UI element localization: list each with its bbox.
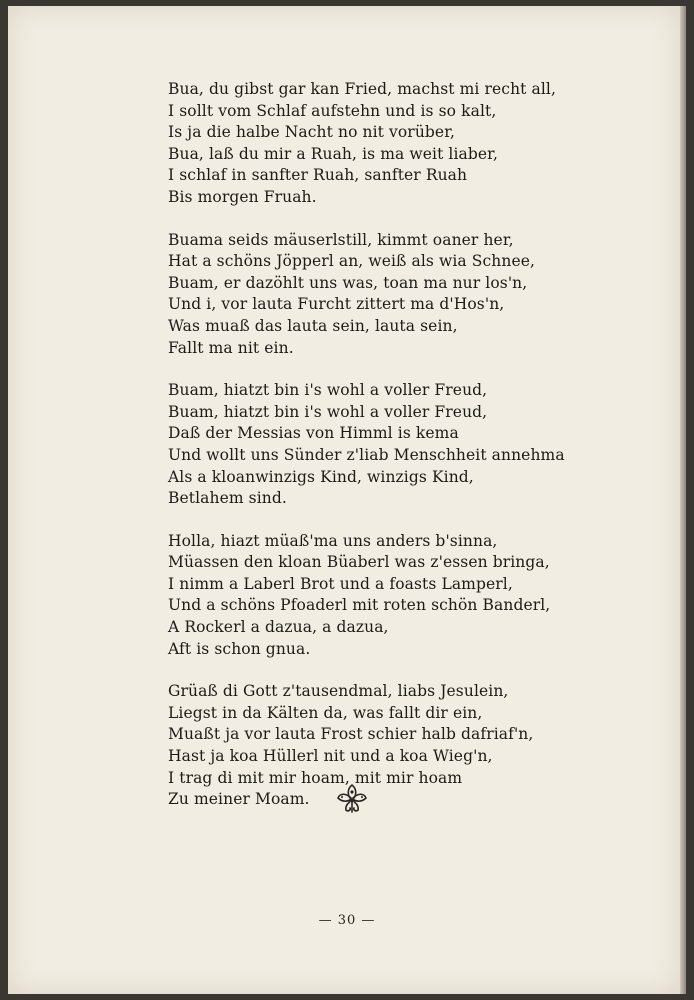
poem [168,79,568,832]
poem-line: Buam, hiatzt bin i's wohl a voller Freud, [168,381,488,400]
poem-line: Aft is schon gnua. [168,639,311,658]
stanza-4 [168,531,568,661]
poem-line: Und wollt uns Sünder z'liab Menschheit annehma [168,445,565,464]
poem-line: Liegst in da Kälten da, was fallt dir ein, [168,703,483,722]
poem-line: I trag di mit mir hoam, mit mir hoam [168,768,463,787]
poem-line: Buam, er dazöhlt uns was, toan ma nur los'n, [168,273,528,292]
poem-line: Is ja die halbe Nacht no nit vorüber, [168,123,456,142]
poem-line: Hat a schöns Jöpperl an, weiß als wia Schnee, [168,252,536,271]
page-number: — 30 — [318,913,376,928]
stanza-5 [168,681,568,811]
poem-line: Muaßt ja vor lauta Frost schier halb dafriaf'n, [168,725,534,744]
poem-line: Buama seids mäuserlstill, kimmt oaner her, [168,230,514,249]
poem-line: Daß der Messias von Himml is kema [168,424,459,443]
poem-line: Müassen den kloan Büaberl was z'essen bringa, [168,553,550,572]
poem-line: Grüaß di Gott z'tausendmal, liabs Jesulein, [168,682,509,701]
poem-line: Bua, du gibst gar kan Fried, machst mi recht all, [168,80,557,98]
stanza-1 [168,79,568,209]
stanza-2 [168,230,568,360]
poem-line: Fallt ma nit ein. [168,338,294,357]
poem-line: I nimm a Laberl Brot und a foasts Lamperl, [168,574,513,593]
poem-line: Betlahem sind. [168,489,287,508]
poem-line: Holla, hiazt müaß'ma uns anders b'sinna, [168,531,498,550]
poem-line: Und i, vor lauta Furcht zittert ma d'Hos'n, [168,295,505,314]
poem-line: A Rockerl a dazua, a dazua, [168,618,389,637]
poem-line: I sollt vom Schlaf aufstehn und is so kalt, [168,101,497,120]
stanza-3 [168,380,568,510]
page-edge [680,6,686,994]
poem-line: Und a schöns Pfoaderl mit roten schön Banderl, [168,596,551,615]
poem-line: Buam, hiatzt bin i's wohl a voller Freud, [168,402,488,421]
floral-vignette-icon [336,781,368,815]
poem-line: Was muaß das lauta sein, lauta sein, [168,316,458,335]
poem-line: Zu meiner Moam. [168,790,310,809]
poem-line: Als a kloanwinzigs Kind, winzigs Kind, [168,467,474,486]
poem-line: Bua, laß du mir a Ruah, is ma weit liaber, [168,144,499,163]
poem-line: Hast ja koa Hüllerl nit und a koa Wieg'n, [168,747,493,766]
poem-line: I schlaf in sanfter Ruah, sanfter Ruah [168,166,468,185]
poem-line: Bis morgen Fruah. [168,187,317,206]
